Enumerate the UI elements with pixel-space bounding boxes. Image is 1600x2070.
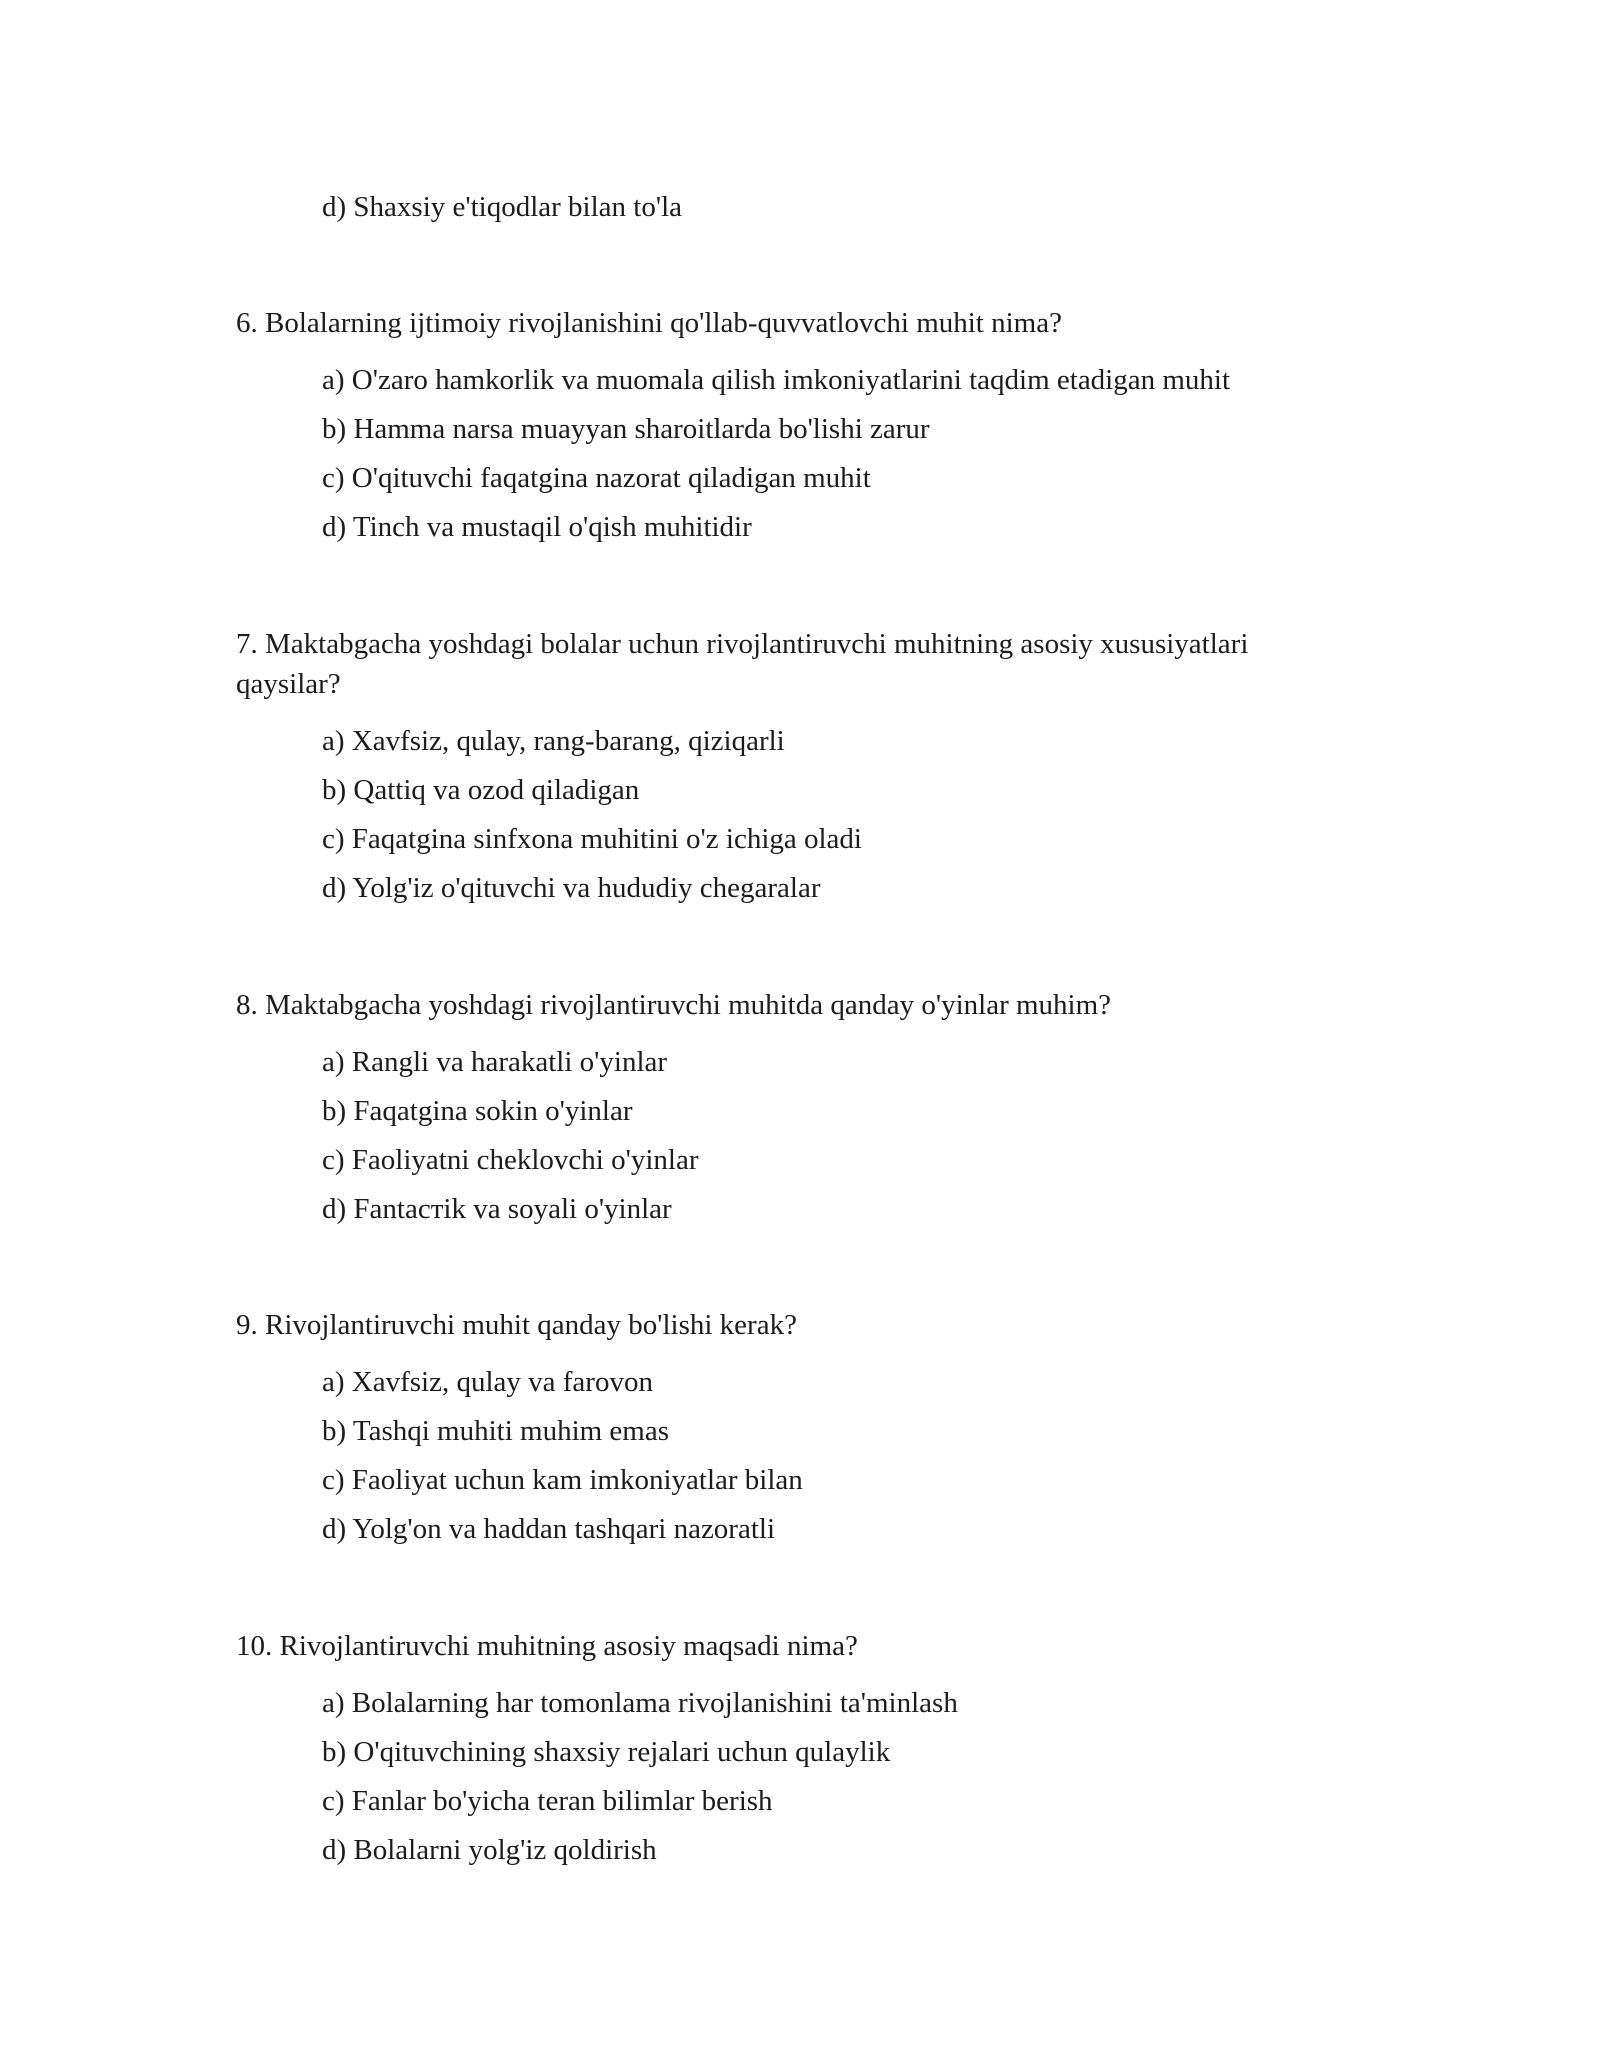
q9-option-b: b) Tashqi muhiti muhim emas xyxy=(322,1415,670,1447)
q9-option-d: d) Yolg'on va haddan tashqari nazoratli xyxy=(322,1513,776,1545)
q7-option-a: a) Xavfsiz, qulay, rang-barang, qiziqarli xyxy=(322,725,785,757)
q6-option-c: c) O'qituvchi faqatgina nazorat qiladigan muhit xyxy=(322,462,871,494)
question-9: 9. Rivojlantiruvchi muhit qanday bo'lishi kerak? xyxy=(236,1309,797,1341)
q8-option-d: d) Fantacтik va soyali o'yinlar xyxy=(322,1193,672,1225)
answer-option: d) Shaxsiy e'tiqodlar bilan to'la xyxy=(322,191,682,223)
q10-option-d: d) Bolalarni yolg'iz qoldirish xyxy=(322,1834,657,1866)
q7-option-d: d) Yolg'iz o'qituvchi va hududiy chegaralar xyxy=(322,872,821,904)
question-7-line-1: 7. Maktabgacha yoshdagi bolalar uchun rivojlantiruvchi muhitning asosiy xususiyatlari xyxy=(236,628,1249,660)
q6-option-a: a) O'zaro hamkorlik va muomala qilish imkoniyatlarini taqdim etadigan muhit xyxy=(322,364,1231,396)
question-8: 8. Maktabgacha yoshdagi rivojlantiruvchi muhitda qanday o'yinlar muhim? xyxy=(236,989,1112,1021)
q7-option-c: c) Faqatgina sinfxona muhitini o'z ichiga oladi xyxy=(322,823,862,855)
q10-option-a: a) Bolalarning har tomonlama rivojlanishini ta'minlash xyxy=(322,1687,958,1719)
q8-option-b: b) Faqatgina sokin o'yinlar xyxy=(322,1095,633,1127)
q9-option-a: a) Xavfsiz, qulay va farovon xyxy=(322,1366,653,1398)
q8-option-a: a) Rangli va harakatli o'yinlar xyxy=(322,1046,668,1078)
q7-option-b: b) Qattiq va ozod qiladigan xyxy=(322,774,640,806)
q8-option-c: c) Faoliyatni cheklovchi o'yinlar xyxy=(322,1144,699,1176)
q6-option-d: d) Tinch va mustaqil o'qish muhitidir xyxy=(322,511,752,543)
question-10: 10. Rivojlantiruvchi muhitning asosiy maqsadi nima? xyxy=(236,1630,858,1662)
q9-option-c: c) Faoliyat uchun kam imkoniyatlar bilan xyxy=(322,1464,803,1496)
q10-option-b: b) O'qituvchining shaxsiy rejalari uchun qulaylik xyxy=(322,1736,891,1768)
question-6: 6. Bolalarning ijtimoiy rivojlanishini qo'llab-quvvatlovchi muhit nima? xyxy=(236,307,1062,339)
question-7-line-2: qaysilar? xyxy=(236,668,341,700)
q10-option-c: c) Fanlar bo'yicha teran bilimlar berish xyxy=(322,1785,773,1817)
q6-option-b: b) Hamma narsa muayyan sharoitlarda bo'lishi zarur xyxy=(322,413,930,445)
